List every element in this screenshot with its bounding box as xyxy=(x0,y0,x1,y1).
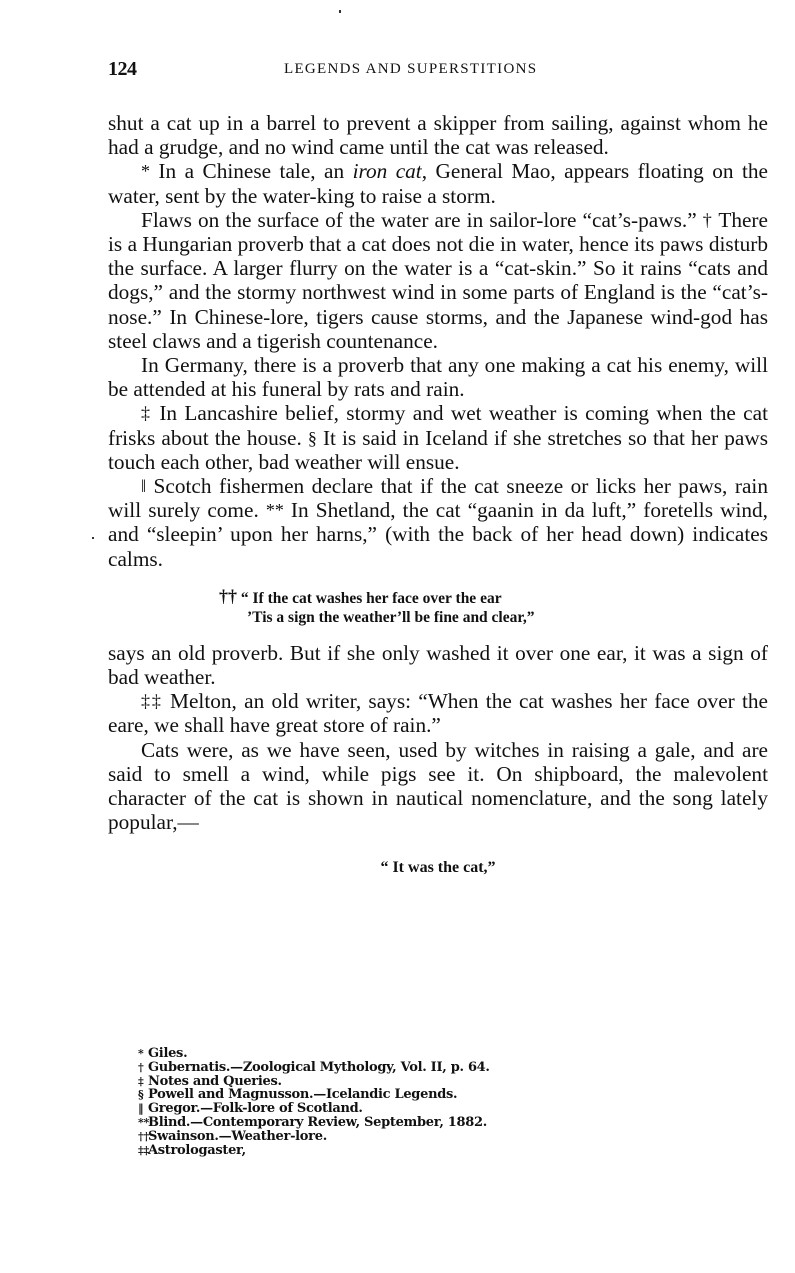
footnote-mark: † xyxy=(138,1060,144,1074)
footnote-ref-double-dagger-pair: †† xyxy=(219,585,237,606)
footnote xyxy=(138,1088,678,1102)
footnote-mark: ** xyxy=(138,1115,149,1129)
running-head xyxy=(108,58,770,82)
running-title: LEGENDS AND SUPERSTITIONS xyxy=(284,61,538,77)
footnote-text: Gregor.—Folk-lore of Scotland. xyxy=(148,1101,363,1117)
footnote-text: Powell and Magnusson.—Icelandic Legends. xyxy=(148,1087,458,1103)
footnote-ref-asterisk: * xyxy=(141,161,150,182)
footnote-text: Gubernatis.—Zoological Mythology, Vol. II, p. 64. xyxy=(148,1059,490,1075)
footnote-mark: ‡ xyxy=(138,1074,144,1088)
footnote-mark: * xyxy=(138,1047,144,1060)
paragraph-text: In Shetland, the cat “gaanin in da luft,” foretells wind, and “sleepin’ upon her harns,” (with the back of her head down) indicates calms. xyxy=(108,498,769,571)
paragraph-text: Flaws on the surface of the water are in sailor-lore “cat’s-paws.” xyxy=(141,207,703,232)
footnote-ref-double-dagger: ‡ xyxy=(141,403,153,424)
footnote xyxy=(138,1075,678,1089)
paragraph-iron-cat xyxy=(108,159,768,207)
footnote-mark: ‖ xyxy=(138,1102,144,1116)
footnote-text: Swainson.—Weather-lore. xyxy=(148,1128,327,1144)
paragraph-lancashire xyxy=(108,401,768,474)
footnote-mark: § xyxy=(138,1088,144,1102)
footnotes xyxy=(138,1047,678,1157)
paragraph-text: , General Mao, appears floating on the water, sent by the water-king to raise a storm. xyxy=(108,159,768,208)
verse-line-1 xyxy=(219,587,768,608)
footnote-ref-double-double-dagger: ‡‡ xyxy=(141,691,163,712)
verse-quote xyxy=(108,587,768,627)
footnote xyxy=(138,1061,678,1075)
paragraph-cats-paws xyxy=(108,208,768,353)
paragraph-text: In a Chinese tale, an xyxy=(150,159,353,184)
verse-text: “ If the cat washes her face over the ear xyxy=(237,589,502,607)
scan-speck xyxy=(339,10,341,13)
body-text xyxy=(108,111,768,881)
verse-line-2: ’Tis a sign the weather’ll be fine and clear,” xyxy=(247,608,535,626)
paragraph-scotch-fishermen xyxy=(108,474,768,571)
footnote-ref-parallel: ‖ xyxy=(141,476,147,497)
footnote-ref-double-asterisk: ** xyxy=(265,500,284,521)
footnote xyxy=(138,1130,678,1144)
paragraph-melton xyxy=(108,689,768,737)
footnote xyxy=(138,1144,678,1158)
paragraph-germany: In Germany, there is a proverb that any one making a cat his enemy, will be attended at his funeral by rats and rain. xyxy=(108,353,768,402)
footnote-text: Giles. xyxy=(148,1046,188,1061)
scan-margin-dot xyxy=(92,537,94,539)
footnote-text: Blind.—Contemporary Review, September, 1882. xyxy=(148,1114,488,1130)
paragraph-text: In Lancashire belief, stormy and wet weather is coming when the cat frisks about the house. xyxy=(108,401,769,450)
italic-term: iron cat xyxy=(352,159,422,184)
song-title: “ It was the cat,” xyxy=(380,859,496,877)
footnote-text: Notes and Queries. xyxy=(148,1073,282,1089)
footnote-ref-dagger: † xyxy=(702,209,713,230)
paragraph-witches: Cats were, as we have seen, used by witches in raising a gale, and are said to smell a wind, while pigs see it. On shipboard, the malevolent character of the cat is shown in nautical nomenclature, and the song lately popular,— xyxy=(108,737,768,835)
footnote-text: Astrologaster, xyxy=(148,1142,246,1158)
footnote-mark: ‡‡ xyxy=(138,1143,149,1157)
footnote xyxy=(138,1047,678,1061)
footnote-ref-section: § xyxy=(307,427,317,448)
paragraph-text: Scotch fishermen declare that if the cat sneeze or licks her paws, rain will surely come. xyxy=(108,474,768,523)
paragraph-text: Melton, an old writer, says: “When the cat washes her face over the eare, we shall have great store of rain.” xyxy=(108,689,768,738)
footnote xyxy=(138,1102,678,1116)
paragraph-text: There is a Hungarian proverb that a cat does not die in water, hence its paws disturb the surface. A larger flurry on the water is a “cat-skin.” So it rains “cats and dogs,” and the stormy northwest wind in some parts of England is the “cat’s-nose.” In Chinese-lore, tigers cause storms, and the Japanese wind-god has steel claws and a tigerish countenance. xyxy=(108,207,768,353)
page-number: 124 xyxy=(108,58,137,80)
paragraph-barrel: shut a cat up in a barrel to prevent a skipper from sailing, against whom he had a grudge, and no wind came until the cat was released. xyxy=(108,111,768,160)
paragraph-text: It is said in Iceland if she stretches so that her paws touch each other, bad weather will ensue. xyxy=(108,425,768,474)
paragraph-old-proverb: says an old proverb. But if she only washed it over one ear, it was a sign of bad weather. xyxy=(108,640,768,690)
footnote-mark: †† xyxy=(138,1129,149,1143)
footnote xyxy=(138,1116,678,1130)
